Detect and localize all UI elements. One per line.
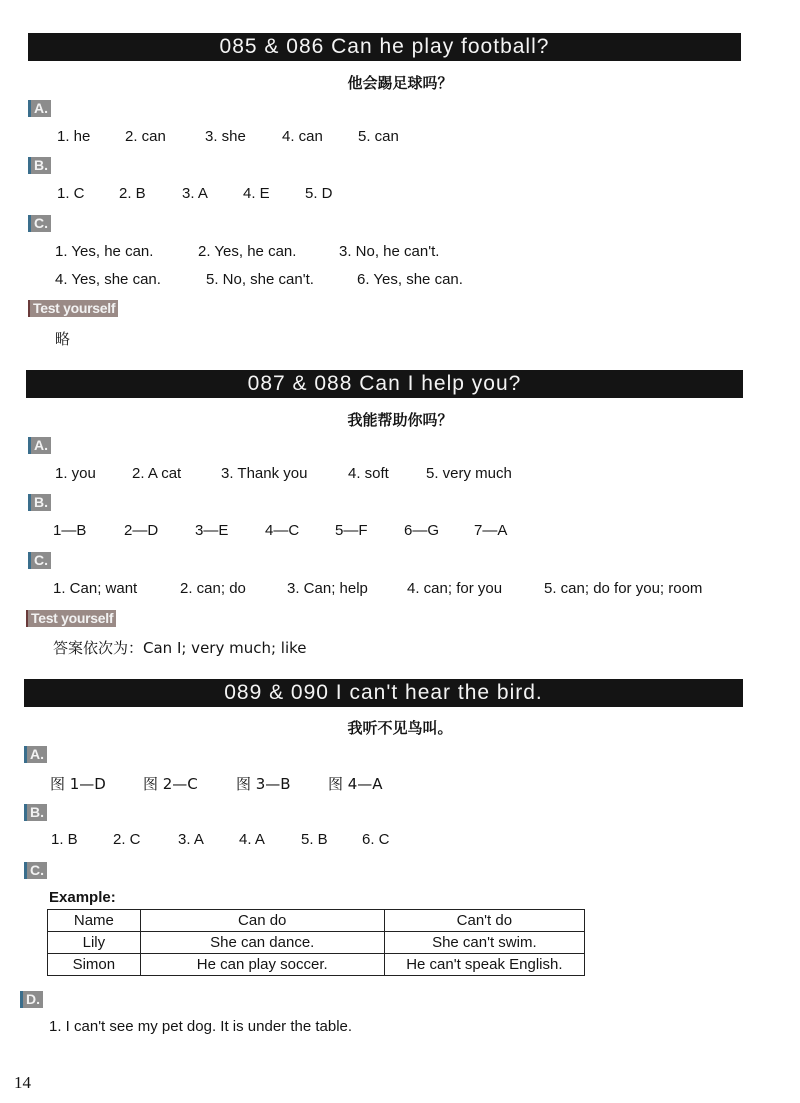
answer-item: 6. C: [362, 831, 390, 848]
answer-item: 6. Yes, she can.: [357, 271, 463, 288]
answer-item: 图 1—D: [50, 775, 106, 793]
table-cell: Simon: [48, 954, 141, 976]
answer-item: 图 2—C: [143, 775, 198, 793]
answer-item: 5. very much: [426, 465, 512, 482]
answer-row: [0, 271, 800, 291]
answer-item: 1. B: [51, 831, 78, 848]
answer-item: 6—G: [404, 522, 440, 539]
answer-item: 4. can; for you: [407, 580, 503, 597]
test-yourself-answer: 略: [55, 330, 71, 348]
answer-row: [0, 465, 800, 485]
answer-row: [0, 128, 800, 148]
example-table: [47, 909, 585, 976]
answer-item: 1. you: [55, 465, 96, 482]
answer-row: [0, 580, 800, 600]
exercise-label-b: B.: [24, 804, 47, 821]
answer-item: 3. A: [182, 185, 208, 202]
lesson-subtitle: 我听不见鸟叫。: [347, 719, 453, 737]
answer-item: 1. C: [57, 185, 85, 202]
answer-item: 4. soft: [348, 465, 389, 482]
answer-item: 5. No, she can't.: [206, 271, 314, 288]
answer-item: 4. can: [282, 128, 323, 145]
answer-item: 4—C: [265, 522, 300, 539]
answer-item: 2. A cat: [132, 465, 182, 482]
lesson-title: 085 & 086 Can he play football?: [219, 35, 550, 58]
answer-item: 2. can: [125, 128, 166, 145]
table-cell: Name: [48, 910, 141, 932]
answer-item: 1. I can't see my pet dog. It is under the table.: [49, 1018, 353, 1035]
answer-row: [0, 831, 800, 851]
answer-row: [0, 522, 800, 542]
lesson-subtitle: 我能帮助你吗？: [347, 411, 453, 429]
answer-item: 2. C: [113, 831, 141, 848]
answer-item: 4. A: [239, 831, 265, 848]
answer-item: 3. Can; help: [287, 580, 368, 597]
exercise-label-b: B.: [28, 494, 51, 511]
answer-item: 3—E: [195, 522, 229, 539]
answer-item: 5—F: [335, 522, 368, 539]
lesson-title-bar: [24, 679, 743, 707]
answer-item: 5. B: [301, 831, 328, 848]
answer-item: 2. B: [119, 185, 146, 202]
answer-item: 2—D: [124, 522, 159, 539]
table-cell: Can't do: [384, 910, 584, 932]
answer-item: 3. Thank you: [221, 465, 308, 482]
answer-item: 1. Yes, he can.: [55, 243, 154, 260]
table-cell: Lily: [48, 932, 141, 954]
table-row: [48, 954, 585, 976]
answer-item: 5. D: [305, 185, 333, 202]
exercise-label-c: C.: [28, 552, 51, 569]
table-cell: She can't swim.: [384, 932, 584, 954]
answer-item: 7—A: [474, 522, 508, 539]
exercise-label-a: A.: [28, 437, 51, 454]
answer-item: 2. Yes, he can.: [198, 243, 297, 260]
table-cell: Can do: [140, 910, 384, 932]
table-cell: He can't speak English.: [384, 954, 584, 976]
answer-row: [0, 243, 800, 263]
test-yourself-label: Test yourself: [26, 610, 116, 627]
answer-item: 3. No, he can't.: [339, 243, 440, 260]
test-yourself-answer: 答案依次为：Can I; very much; like: [53, 639, 307, 657]
test-yourself-label: Test yourself: [28, 300, 118, 317]
answer-item: 2. can; do: [180, 580, 246, 597]
table-row: [48, 932, 585, 954]
answer-item: 5. can: [358, 128, 399, 145]
answer-item: 图 3—B: [236, 775, 291, 793]
exercise-label-b: B.: [28, 157, 51, 174]
lesson-subtitle: 他会踢足球吗？: [347, 74, 453, 92]
answer-item: 图 4—A: [328, 775, 383, 793]
answer-item: 3. she: [205, 128, 246, 145]
answer-item: 3. A: [178, 831, 204, 848]
answer-item: 4. E: [243, 185, 270, 202]
exercise-label-c: C.: [28, 215, 51, 232]
answer-row: [0, 185, 800, 205]
answer-item: 4. Yes, she can.: [55, 271, 161, 288]
answer-item: 1. he: [57, 128, 91, 145]
exercise-label-a: A.: [24, 746, 47, 763]
answer-row: [0, 773, 800, 793]
lesson-title: 087 & 088 Can I help you?: [247, 372, 522, 395]
example-label: Example:: [49, 889, 116, 906]
answer-item: 1. Can; want: [53, 580, 138, 597]
page-number: 14: [14, 1073, 31, 1092]
answer-item: 5. can; do for you; room: [544, 580, 703, 597]
exercise-label-c: C.: [24, 862, 47, 879]
table-cell: He can play soccer.: [140, 954, 384, 976]
lesson-title: 089 & 090 I can't hear the bird.: [224, 681, 543, 704]
answer-item: 1—B: [53, 522, 87, 539]
lesson-title-bar: [26, 370, 743, 398]
exercise-label-a: A.: [28, 100, 51, 117]
table-cell: She can dance.: [140, 932, 384, 954]
exercise-label-d: D.: [20, 991, 43, 1008]
table-header-row: [48, 910, 585, 932]
lesson-title-bar: [28, 33, 741, 61]
